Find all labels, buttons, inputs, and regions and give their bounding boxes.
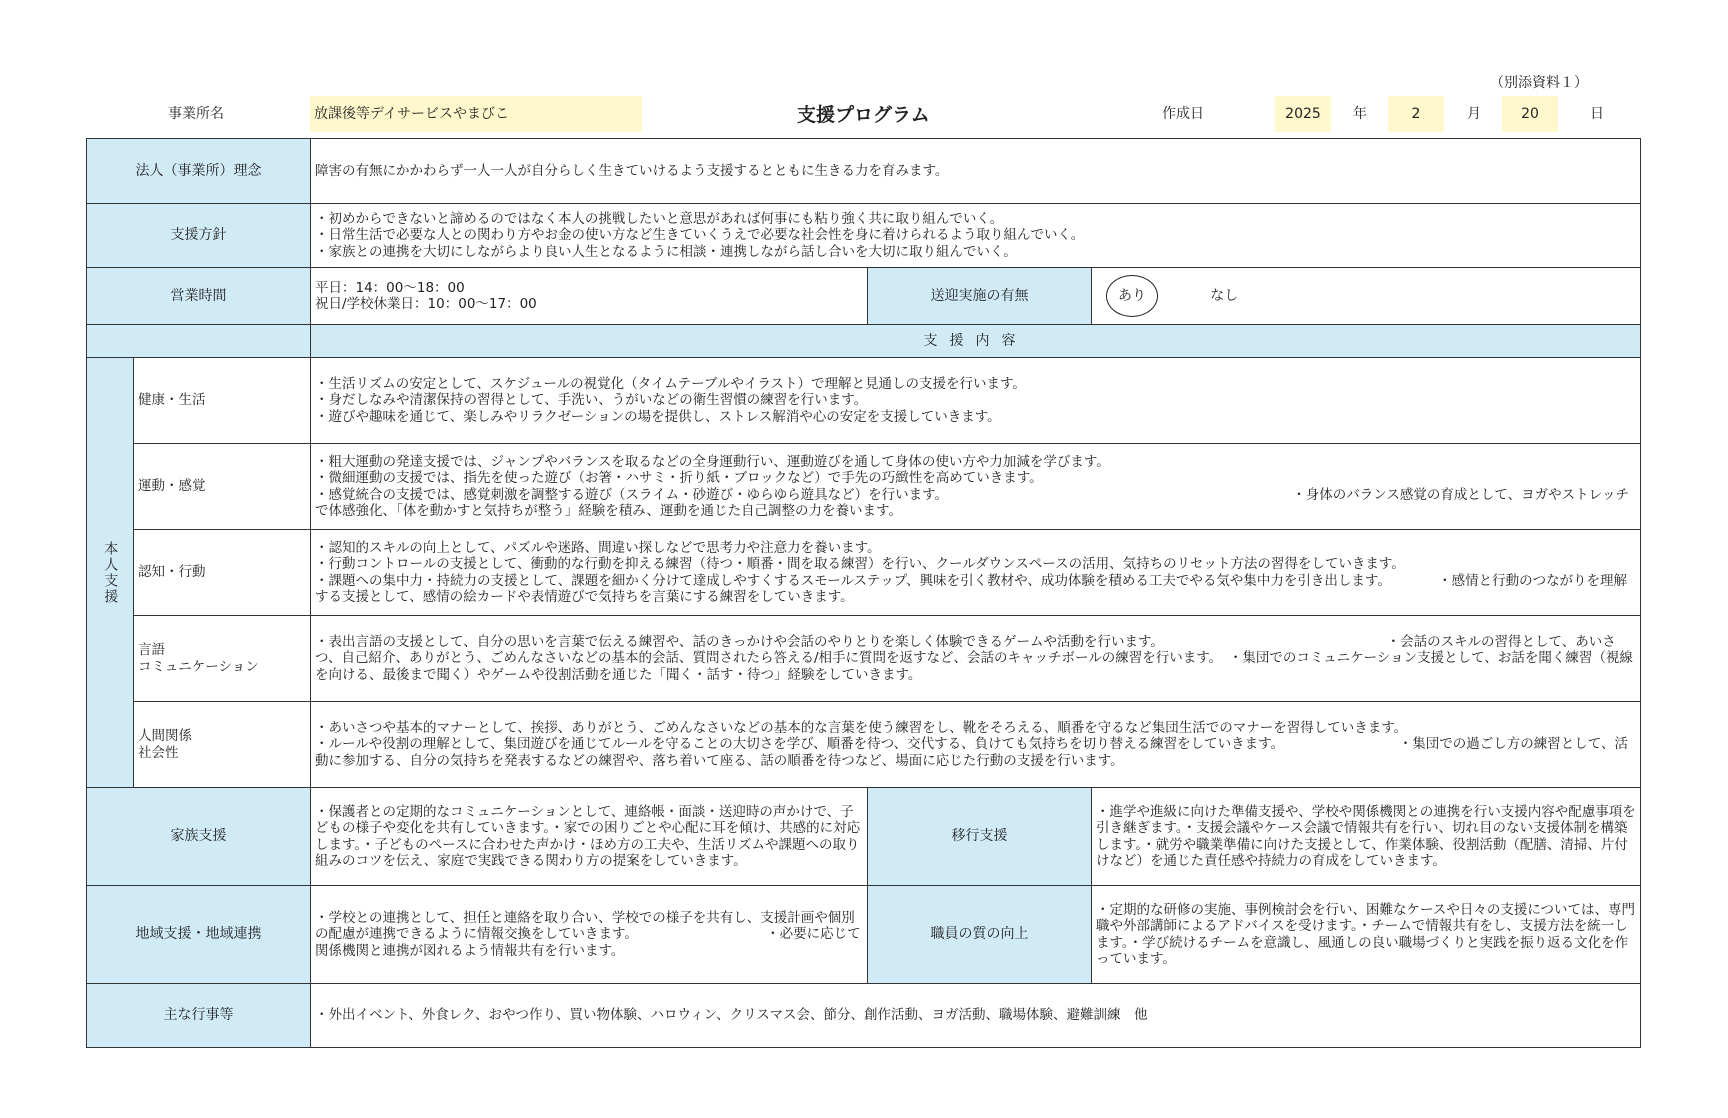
family-transition-row [87,788,1641,886]
community-staff-row [87,886,1641,984]
personal-support-row [87,358,1641,444]
motor-sensory-label: 運動・感覚 [134,444,311,530]
month-unit: 月 [1467,106,1481,122]
policy-text: ・初めからできないと諦めるのではなく本人の挑戦したいと意思があれば何事にも粘り強く共に取り組んでいく。 ・日常生活で必要な人との関わり方やお金の使い方など生きていくうえで必要な社会性を身に着けられるよう取り組んでいく。 ・家族との連携を大切にしながらより良い人生となるように相談・連携しながら話し合いを大切に取り組んでいく。 [311,204,1641,268]
philosophy-row [87,139,1641,204]
hours-text: 平日：14：00～18：00 祝日/学校休業日：10：00～17：00 [311,268,868,325]
transition-support-text: ・進学や進級に向けた準備支援や、学校や関係機関との連携を行い支援内容や配慮事項を引き継ぎます。・支援会議やケース会議で情報共有を行い、切れ目のない支援体制を構築します。・就労や職業準備に向けた支援として、作業体験、役割活動（配膳、清掃、片付けなど）を通じた責任感や持続力の育成をしていきます。 [1092,788,1641,886]
month-field[interactable]: 2 [1388,96,1444,132]
staff-quality-text: ・定期的な研修の実施、事例検討会を行い、困難なケースや日々の支援については、専門職や外部講師によるアドバイスを受けます。・チームで情報共有をし、支援方法を統一します。・学び続けるチームを意識し、風通しの良い職場づくりと実践を振り返る文化を作っています。 [1092,886,1641,984]
page-title: 支援プログラム [797,104,930,126]
language-communication-label: 言語 コミュニケーション [134,616,311,702]
events-label: 主な行事等 [87,984,311,1048]
philosophy-text: 障害の有無にかかわらず一人一人が自分らしく生きていけるよう支援するとともに生きる力を育みます。 [311,139,1641,204]
cognition-behavior-text: ・認知的スキルの向上として、パズルや迷路、間違い探しなどで思考力や注意力を養います。 ・行動コントロールの支援として、衝動的な行動を抑える練習（待つ・順番・間を取る練習）を行い、クールダウンスペースの活用、気持ちのリセット方法の習得をしていきます。 ・課題への集中力・持続力の支援として、課題を細かく分けて達成しやすくするスモールステップ、興味を引く教材や、成功体験を積める工夫でやる気や集中力を引き出します。 ・感情と行動のつながりを理解する支援として、感情の絵カードや表情遊びで気持ちを言葉にする練習をしていきます。 [311,530,1641,616]
transport-options [1092,268,1641,325]
office-label: 事業所名 [168,106,224,122]
attachment-label: （別添資料１） [1490,75,1588,91]
personal-support-label: 本人支援 [87,358,134,788]
hours-row [87,268,1641,325]
year-field[interactable]: 2025 [1275,96,1331,132]
blank-header-cell [87,325,311,358]
day-unit: 日 [1590,106,1604,122]
office-name-field[interactable]: 放課後等デイサービスやまびこ [310,96,642,132]
day-field[interactable]: 20 [1502,96,1558,132]
personal-support-row [87,616,1641,702]
transport-label: 送迎実施の有無 [868,268,1092,325]
motor-sensory-text: ・粗大運動の発達支援では、ジャンプやバランスを取るなどの全身運動行い、運動遊びを通して身体の使い方や力加減を学びます。 ・微細運動の支援では、指先を使った遊び（お箸・ハサミ・折り紙・ブロックなど）で手先の巧緻性を高めていきます。 ・感覚統合の支援では、感覚刺激を調整する遊び（スライム・砂遊び・ゆらゆら遊具など）を行います。 ・身体のバランス感覚の育成として、ヨガやストレッチで体感強化、「体を動かすと気持ちが整う」経験を積み、運動を通じた自己調整の力を養います。 [311,444,1641,530]
year-unit: 年 [1353,106,1367,122]
health-life-label: 健康・生活 [134,358,311,444]
policy-label: 支援方針 [87,204,311,268]
social-relations-text: ・あいさつや基本的マナーとして、挨拶、ありがとう、ごめんなさいなどの基本的な言葉を使う練習をし、靴をそろえる、順番を守るなど集団生活でのマナーを習得していきます。 ・ルールや役割の理解として、集団遊びを通じてルールを守ることの大切さを学び、順番を待つ、交代する、負けても気持ちを切り替える練習をしていきます。 ・集団での過ごし方の練習として、活動に参加する、自分の気持ちを発表するなどの練習や、落ち着いて座る、話の順番を待つなど、場面に応じた行動の支援を行います。 [311,702,1641,788]
personal-support-row [87,702,1641,788]
language-communication-text: ・表出言語の支援として、自分の思いを言葉で伝える練習や、話のきっかけや会話のやりとりを楽しく体験できるゲームや活動を行います。 ・会話のスキルの習得として、あいさつ、自己紹介、ありがとう、ごめんなさいなどの基本的会話、質問されたら答える/相手に質問を返すなど、会話のキャッチボールの練習を行います。 ・集団でのコミュニケーション支援として、お話を聞く練習（視線を向ける、最後まで聞く）やゲームや役割活動を通じた「聞く・話す・待つ」経験をしていきます。 [311,616,1641,702]
health-life-text: ・生活リズムの安定として、スケジュールの視覚化（タイムテーブルやイラスト）で理解と見通しの支援を行います。 ・身だしなみや清潔保持の習得として、手洗い、うがいなどの衛生習慣の練習を行います。 ・遊びや趣味を通じて、楽しみやリラクゼーションの場を提供し、ストレス解消や心の安定を支援していきます。 [311,358,1641,444]
personal-support-row [87,530,1641,616]
transition-support-label: 移行支援 [868,788,1092,886]
community-support-label: 地域支援・地域連携 [87,886,311,984]
support-program-table [86,138,1641,1048]
family-support-text: ・保護者との定期的なコミュニケーションとして、連絡帳・面談・送迎時の声かけで、子どもの様子や変化を共有していきます。・家での困りごとや心配に耳を傾け、共感的に対応します。・子どものペースに合わせた声かけ・ほめ方の工夫や、生活リズムや課題への取り組みのコツを伝え、家庭で実践できる関わり方の提案をしていきます。 [311,788,868,886]
community-support-text: ・学校との連携として、担任と連絡を取り合い、学校での様子を共有し、支援計画や個別の配慮が連携できるように情報交換をしていきます。 ・必要に応じて関係機関と連携が図れるよう情報共有を行います。 [311,886,868,984]
cognition-behavior-label: 認知・行動 [134,530,311,616]
personal-support-row [87,444,1641,530]
events-row [87,984,1641,1048]
staff-quality-label: 職員の質の向上 [868,886,1092,984]
policy-row [87,204,1641,268]
philosophy-label: 法人（事業所）理念 [87,139,311,204]
family-support-label: 家族支援 [87,788,311,886]
date-label: 作成日 [1162,106,1204,122]
hours-label: 営業時間 [87,268,311,325]
transport-option-yes[interactable]: あり [1106,275,1158,317]
social-relations-label: 人間関係 社会性 [134,702,311,788]
support-content-header-row [87,325,1641,358]
support-content-header: 支援内容 [311,325,1641,358]
events-text: ・外出イベント、外食レク、おやつ作り、買い物体験、ハロウィン、クリスマス会、節分、創作活動、ヨガ活動、職場体験、避難訓練 他 [311,984,1641,1048]
transport-option-no[interactable]: なし [1210,287,1239,304]
